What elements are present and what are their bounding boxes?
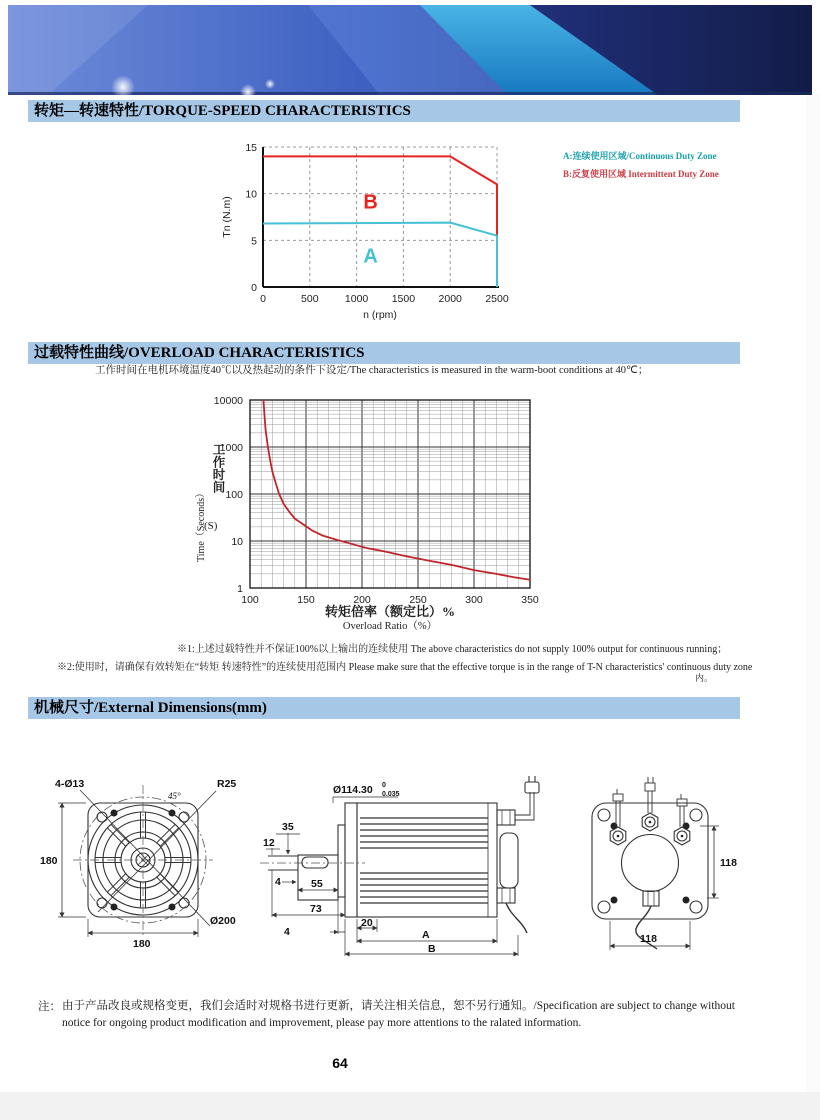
bottom-note-label: 注： bbox=[38, 1001, 61, 1013]
overload-ylabel-unit: (S) bbox=[204, 520, 218, 532]
front-view-drawing bbox=[58, 785, 216, 937]
side-dim-diameter: Ø114.30 bbox=[333, 784, 373, 796]
svg-text:250: 250 bbox=[409, 594, 427, 606]
overload-footnote-2-cont: 内。 bbox=[695, 673, 714, 683]
svg-text:A: A bbox=[363, 245, 378, 268]
front-dim-r25: R25 bbox=[217, 778, 237, 790]
side-fins bbox=[360, 818, 488, 903]
svg-text:Tn (N.m): Tn (N.m) bbox=[221, 196, 233, 238]
side-dim-73: 73 bbox=[310, 903, 322, 915]
svg-text:1000: 1000 bbox=[219, 442, 243, 454]
overload-xlabel-cn: 转矩倍率（额定比）% bbox=[324, 604, 455, 619]
side-top-connector bbox=[525, 782, 539, 793]
svg-text:10: 10 bbox=[245, 188, 257, 201]
side-keyway bbox=[302, 857, 328, 868]
legend-intermittent-duty: B:反复使用区域 Intermittent Duty Zone bbox=[563, 169, 719, 179]
rear-plate-outline bbox=[592, 803, 708, 919]
side-top-gland bbox=[497, 810, 515, 825]
legend-continuous-duty: A:连续使用区域/Continuous Duty Zone bbox=[563, 151, 717, 161]
side-dim-A: A bbox=[422, 929, 430, 941]
svg-text:n (rpm): n (rpm) bbox=[363, 309, 397, 321]
front-dim-circle: Ø200 bbox=[210, 915, 236, 927]
side-dim-B: B bbox=[428, 943, 436, 955]
overload-condition-note: 工作时间在电机环境温度40℃以及热起动的条件下设定/The characteristics is measured in the warm-boot conditions at 40℃； bbox=[95, 365, 649, 376]
overload-footnote-1: ※1:上述过载特性并不保证100%以上输出的连续使用 The above characteristics do not supply 100% output for continuous running； bbox=[177, 644, 728, 655]
front-45deg-arc bbox=[143, 805, 182, 821]
side-cable bbox=[506, 903, 527, 933]
rear-view-drawing bbox=[592, 777, 719, 950]
footer-band bbox=[0, 1092, 820, 1120]
side-dim-20: 20 bbox=[361, 917, 373, 929]
side-top-tube bbox=[515, 792, 534, 820]
svg-text:10000: 10000 bbox=[213, 395, 243, 407]
side-dim-12: 12 bbox=[263, 837, 275, 849]
side-body bbox=[357, 803, 497, 917]
svg-text:B: B bbox=[363, 191, 378, 214]
side-dim-tol-lo: 0.035 bbox=[382, 791, 400, 798]
svg-text:0: 0 bbox=[251, 282, 257, 294]
banner-glow-3 bbox=[265, 79, 275, 89]
side-view-drawing bbox=[260, 776, 539, 956]
side-dim-35: 35 bbox=[282, 821, 294, 833]
overload-chart bbox=[190, 383, 550, 613]
svg-text:10: 10 bbox=[231, 536, 243, 548]
svg-text:15: 15 bbox=[245, 142, 257, 154]
overload-footnote-2: ※2:使用时，请确保有效转矩在“转矩 转速特性”的连续使用范围内 Please make sure that the effective torque is in the range of T-N characteristics' continuous duty zone bbox=[57, 662, 753, 673]
svg-text:100: 100 bbox=[225, 489, 243, 501]
section-title-torque-speed: 转矩—转速特性/TORQUE-SPEED CHARACTERISTICS bbox=[28, 100, 740, 122]
svg-text:300: 300 bbox=[465, 594, 483, 606]
side-flange bbox=[345, 803, 357, 917]
side-dim-4a: 4 bbox=[275, 876, 281, 888]
right-margin-band bbox=[806, 95, 820, 1092]
svg-text:200: 200 bbox=[353, 594, 371, 606]
front-dim-height: 180 bbox=[40, 855, 58, 867]
svg-text:2500: 2500 bbox=[485, 293, 509, 305]
svg-text:350: 350 bbox=[521, 594, 539, 606]
rear-hex-terminals bbox=[610, 813, 690, 845]
svg-text:1000: 1000 bbox=[344, 293, 369, 305]
rear-dim-width: 118 bbox=[640, 933, 657, 945]
bottom-note-text: 由于产品改良或规格变更，我们会适时对规格书进行更新，请关注相关信息，恕不另行通知。/Specification are subject to change without notice for ongoing product modification and improvement, please pay more attentions to the ralated information. bbox=[62, 1000, 735, 1029]
side-bottom-gland bbox=[497, 888, 515, 903]
rear-terminal-posts bbox=[613, 777, 687, 827]
svg-text:100: 100 bbox=[241, 594, 259, 606]
front-dim-width: 180 bbox=[133, 938, 151, 950]
svg-text:500: 500 bbox=[301, 293, 319, 305]
rear-cable-gland bbox=[643, 891, 659, 906]
svg-text:5: 5 bbox=[251, 235, 257, 248]
side-terminal-cover bbox=[500, 833, 518, 888]
side-dim-tol-hi: 0 bbox=[382, 782, 386, 789]
overload-ylabel-cn: 工作时间 bbox=[211, 443, 225, 493]
rear-dim-height: 118 bbox=[720, 857, 737, 869]
svg-text:150: 150 bbox=[297, 594, 315, 606]
side-dim-55: 55 bbox=[311, 878, 323, 890]
side-dim-4b: 4 bbox=[284, 926, 290, 938]
svg-text:1500: 1500 bbox=[391, 293, 416, 305]
header-banner bbox=[8, 5, 812, 95]
torque-speed-chart bbox=[218, 137, 548, 332]
overload-xlabel-en: Overload Ratio（%） bbox=[342, 621, 438, 632]
svg-text:0: 0 bbox=[260, 293, 266, 305]
front-dim-bolt-holes: 4-Ø13 bbox=[55, 778, 85, 790]
front-dim-angle: 45° bbox=[168, 791, 181, 801]
svg-text:1: 1 bbox=[237, 583, 243, 595]
side-spigot bbox=[338, 825, 345, 897]
section-title-overload: 过载特性曲线/OVERLOAD CHARACTERISTICS bbox=[28, 342, 740, 364]
overload-ylabel-en: Time（Seconds） bbox=[196, 487, 207, 562]
section-title-dimensions: 机械尺寸/External Dimensions(mm) bbox=[28, 697, 740, 719]
rear-center-boss bbox=[622, 835, 679, 892]
svg-text:2000: 2000 bbox=[438, 293, 462, 305]
page-number: 64 bbox=[332, 1055, 348, 1071]
dimension-drawings bbox=[20, 760, 800, 990]
